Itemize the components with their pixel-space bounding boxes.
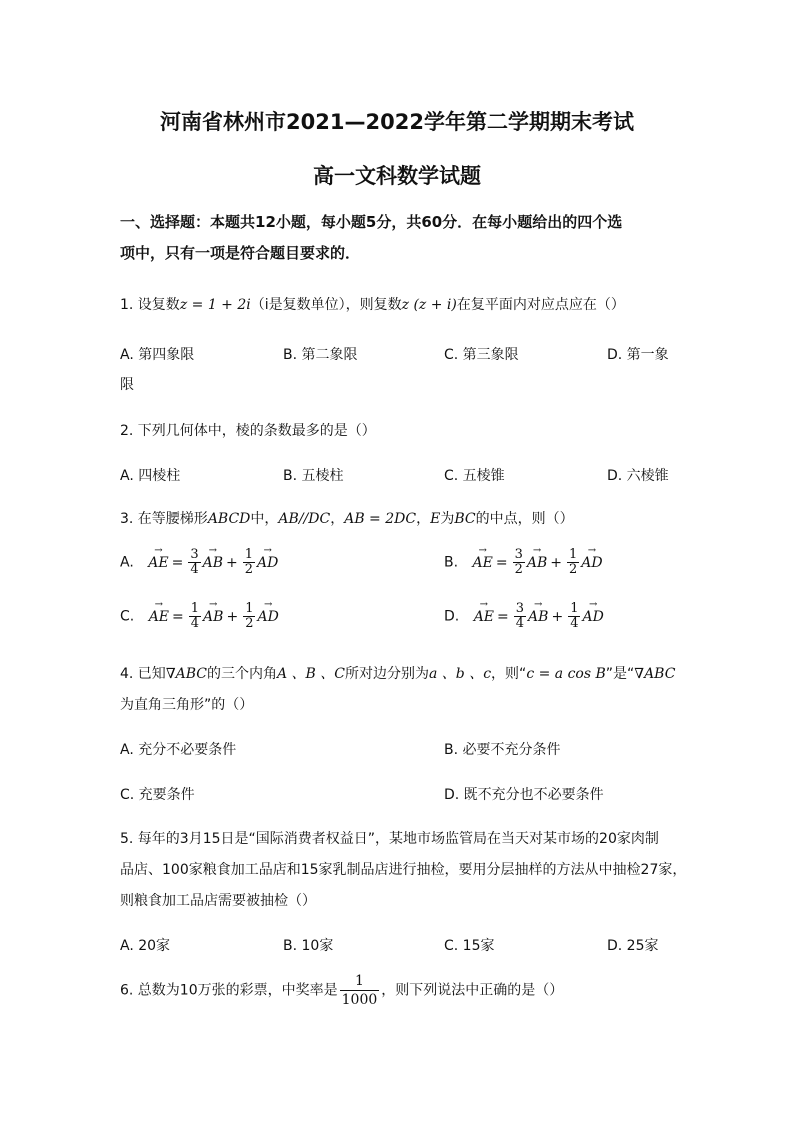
plus: + xyxy=(551,608,564,625)
section-heading-line2: 项中，只有一项是符合题目要求的． xyxy=(120,244,361,262)
question-2: 2. 下列几何体中，棱的条数最多的是（） xyxy=(120,423,376,439)
fraction: $\frac{1}{2}$ xyxy=(245,601,254,631)
q5-option-c: C. 15家 xyxy=(444,938,495,954)
equals: = xyxy=(495,554,508,571)
question-1 xyxy=(120,294,625,314)
q6-text-1: 6. 总数为10万张的彩票，中奖率是 xyxy=(120,982,338,999)
q2-option-b: B. 五棱柱 xyxy=(283,468,344,484)
q3-option-b xyxy=(444,548,603,577)
question-5-line2: 品店、100家粮食加工品店和15家乳制品店进行抽检，要用分层抽样的方法从中抽检27家， xyxy=(120,862,687,878)
q2-option-a: A. 四棱柱 xyxy=(120,468,181,484)
question-5-line3: 则粮食加工品店需要被抽检（） xyxy=(120,893,316,909)
q1-option-c: C. 第三象限 xyxy=(444,347,519,363)
q3-point-e: E xyxy=(430,511,441,527)
page-subtitle: 高一文科数学试题 xyxy=(313,164,481,188)
fraction: $\frac{3}{2}$ xyxy=(514,547,523,577)
q5-option-a: A. 20家 xyxy=(120,938,171,954)
vector-ab: → AB xyxy=(203,609,223,625)
vector-ab: → AB xyxy=(203,555,223,571)
q3-bc: BC xyxy=(454,511,476,527)
vector-ad: → AD xyxy=(581,555,602,571)
plus: + xyxy=(226,608,239,625)
vector-ab: → AB xyxy=(527,555,547,571)
q4-triangle-1: ∇ABC xyxy=(165,666,207,682)
plus: + xyxy=(550,554,563,571)
vector-ad: → AD xyxy=(582,609,603,625)
q3-option-c xyxy=(120,602,279,631)
q4-option-a: A. 充分不必要条件 xyxy=(120,742,237,758)
q1-option-d: D. 第一象 xyxy=(607,347,669,363)
q3-text-3: ， xyxy=(330,511,345,527)
q3-option-d-label: D. xyxy=(444,608,460,625)
equals: = xyxy=(497,608,509,625)
fraction: $\frac{1}{4}$ xyxy=(190,601,200,631)
q1-option-a: A. 第四象限 xyxy=(120,347,195,363)
q3-option-a-label: A. xyxy=(120,554,134,571)
question-6 xyxy=(120,972,563,1009)
q5-option-b: B. 10家 xyxy=(283,938,334,954)
vector-ae: → AE xyxy=(148,555,168,571)
q4-option-d: D. 既不充分也不必要条件 xyxy=(444,787,604,803)
q3-text-5: 为 xyxy=(440,511,455,527)
fraction: $\frac{3}{4}$ xyxy=(515,601,525,631)
q4-condition: c = a cos B xyxy=(526,666,606,682)
q3-option-d xyxy=(444,602,604,631)
question-4-line2: 为直角三角形”的（） xyxy=(120,697,254,713)
q1-expr-z: z = 1 + 2i xyxy=(179,297,251,313)
q6-fraction: $\frac{1}{1000}$ xyxy=(341,973,378,1008)
q1-expr-zz: z (z + i) xyxy=(401,297,457,313)
q1-text-2: （i是复数单位），则复数 xyxy=(250,297,402,313)
q2-option-d: D. 六棱锥 xyxy=(607,468,669,484)
q3-abcd: ABCD xyxy=(207,511,251,527)
equals: = xyxy=(172,608,184,625)
q4-text-3: 所对边分别为 xyxy=(344,666,429,682)
q4-triangle-2: ∇ABC xyxy=(634,666,676,682)
fraction: $\frac{1}{4}$ xyxy=(570,601,579,631)
q5-option-d: D. 25家 xyxy=(607,938,659,954)
q2-option-c: C. 五棱锥 xyxy=(444,468,505,484)
question-4 xyxy=(120,663,675,683)
vector-ae: → AE xyxy=(474,609,494,625)
q4-text-5: ”是“ xyxy=(605,666,635,682)
fraction: $\frac{3}{4}$ xyxy=(190,547,199,577)
vector-ad: → AD xyxy=(257,609,278,625)
q3-cond-2: AB = 2DC xyxy=(344,511,417,527)
q4-text-1: 4. 已知 xyxy=(120,666,166,682)
vector-ab: → AB xyxy=(528,609,548,625)
q3-text-4: ， xyxy=(416,511,431,527)
vector-ae: → AE xyxy=(473,555,493,571)
q1-text-1: 1. 设复数 xyxy=(120,297,180,313)
vector-ad: → AD xyxy=(257,555,278,571)
q3-option-c-label: C. xyxy=(120,608,135,625)
q3-text-6: 的中点，则（） xyxy=(475,511,574,527)
equals: = xyxy=(171,554,184,571)
fraction: $\frac{1}{2}$ xyxy=(569,547,578,577)
q4-text-2: 的三个内角 xyxy=(206,666,277,682)
q4-option-c: C. 充要条件 xyxy=(120,787,195,803)
q3-text-2: 中， xyxy=(250,511,279,527)
q4-angles: A 、B 、C xyxy=(276,666,345,682)
section-heading-line1: 一、选择题：本题共12小题，每小题5分，共60分．在每小题给出的四个选 xyxy=(120,213,623,231)
page-title: 河南省林州市2021—2022学年第二学期期末考试 xyxy=(160,110,634,134)
question-5-line1: 5. 每年的3月15日是“国际消费者权益日”，某地市场监管局在当天对某市场的20家肉制 xyxy=(120,831,659,847)
q3-cond-1: AB//DC xyxy=(278,511,331,527)
q6-text-2: ，则下列说法中正确的是（） xyxy=(381,982,564,999)
q3-option-b-label: B. xyxy=(444,554,459,571)
plus: + xyxy=(226,554,238,571)
q4-option-b: B. 必要不充分条件 xyxy=(444,742,561,758)
q4-sides: a 、b 、c xyxy=(428,666,492,682)
q3-text-1: 3. 在等腰梯形 xyxy=(120,511,208,527)
q4-text-4: ，则“ xyxy=(491,666,527,682)
vector-ae: → AE xyxy=(149,609,169,625)
q1-option-d-wrap: 限 xyxy=(120,377,134,393)
q1-option-b: B. 第二象限 xyxy=(283,347,358,363)
question-3 xyxy=(120,508,574,528)
q3-option-a xyxy=(120,548,278,577)
fraction: $\frac{1}{2}$ xyxy=(244,547,254,577)
q1-text-3: 在复平面内对应点应在（） xyxy=(456,297,625,313)
